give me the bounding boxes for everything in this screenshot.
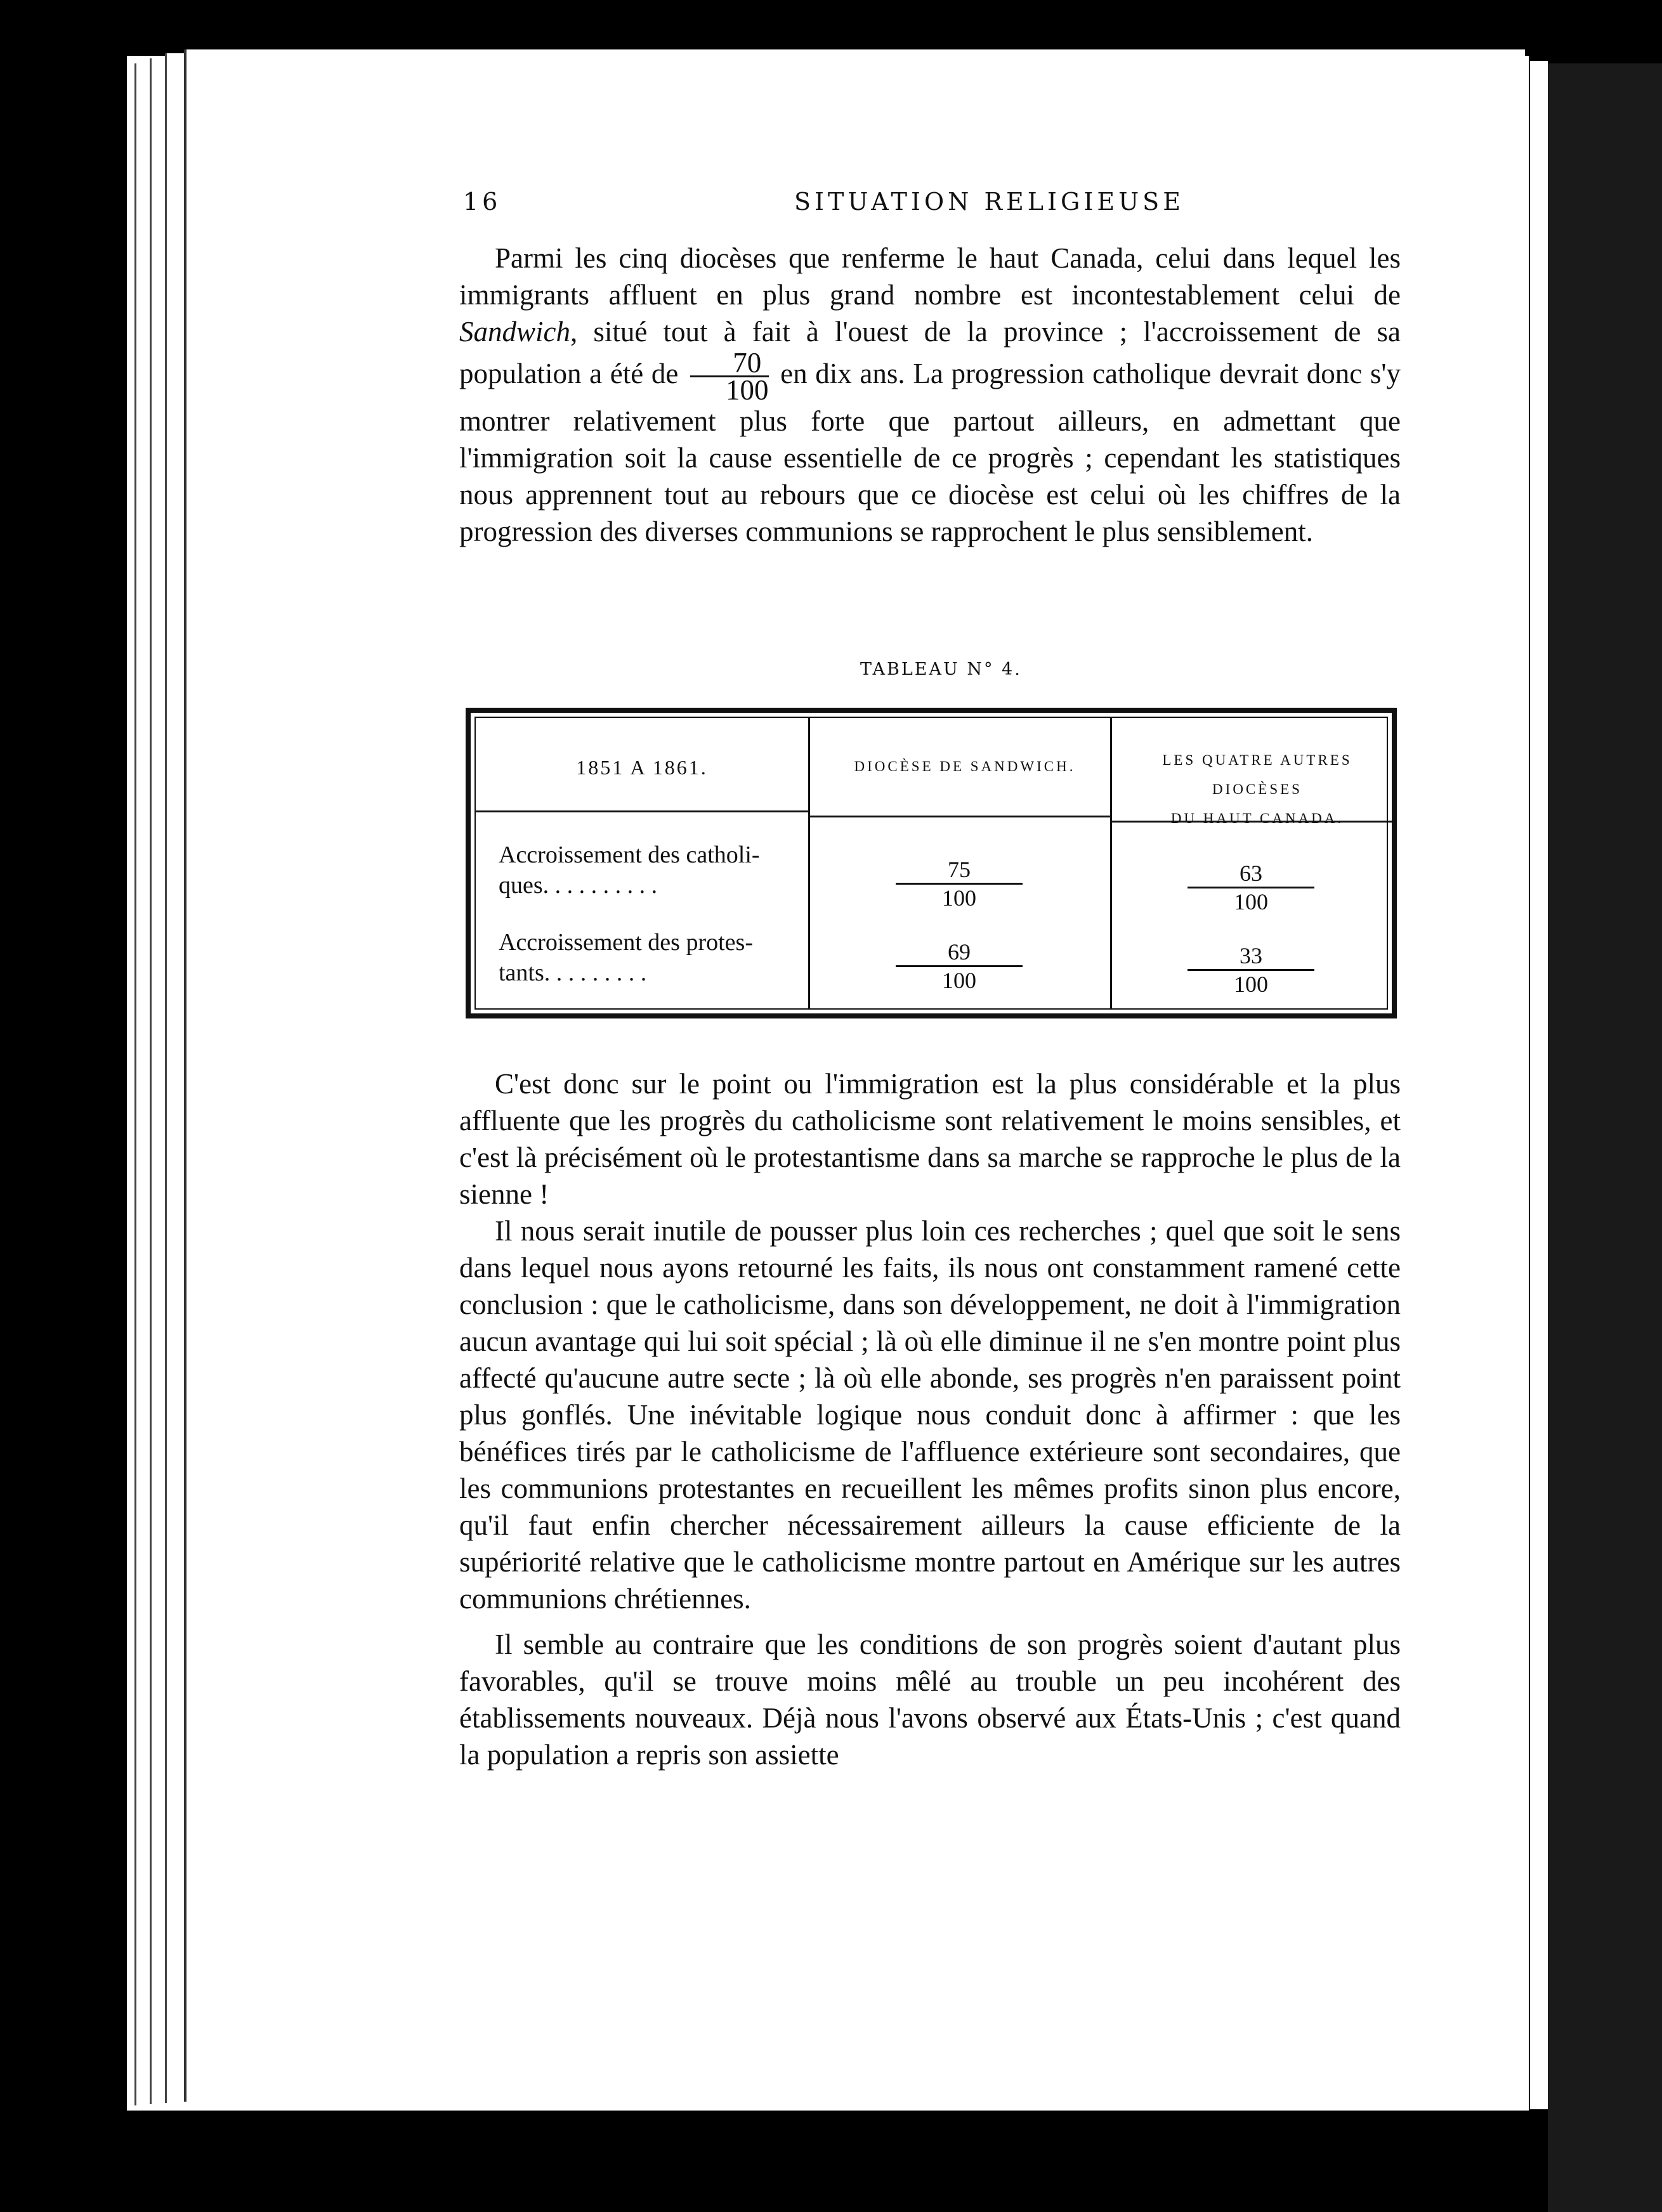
- paragraph-1: [459, 240, 1401, 550]
- header-rule-2: [810, 816, 1110, 817]
- fraction-numerator: 70: [733, 347, 762, 379]
- page-number: 16: [463, 188, 502, 216]
- value-denominator: 100: [1188, 969, 1314, 998]
- column-header-autres-line2: DU HAUT CANADA.: [1170, 810, 1344, 826]
- sandwich-italic: Sandwich: [459, 316, 570, 348]
- value-denominator: 100: [1188, 887, 1314, 915]
- p1-text-a: Parmi les cinq diocèses que renferme le haut Canada, celui dans lequel les immigrants affluent en plus grand nombre est incontestablement celui de: [459, 242, 1401, 311]
- value-sandwich-protestants: [896, 939, 1023, 994]
- paragraph-4: Il semble au contraire que les conditions de son progrès soient d'autant plus favorables, qu'il se trouve moins mêlé au trouble un peu incohérent des établissements nouveaux. Déjà nous l'avons observé aux États-Unis ; c'est quand la population a repris son assiette: [459, 1629, 1401, 1771]
- header-rule-1: [476, 810, 808, 812]
- value-numerator: 69: [948, 939, 971, 965]
- value-denominator: 100: [896, 965, 1023, 994]
- value-sandwich-catholiques: [896, 856, 1023, 911]
- running-title: SITUATION RELIGIEUSE: [794, 188, 1184, 216]
- value-denominator: 100: [896, 883, 1023, 911]
- value-autres-catholiques: [1188, 860, 1314, 915]
- body-text-lower: [459, 1065, 1401, 1773]
- p1-text-b: , situé tout à fait à l'ouest de la province ; l'accroissement de sa population a été de: [459, 316, 1401, 389]
- paragraph-2: C'est donc sur le point ou l'immigration est la plus considérable et la plus affluente que les progrès du catholicisme sont relativement le moins sensibles, et c'est là précisément où le protestantisme dans sa marche se rapproche le plus de la sienne !: [459, 1068, 1401, 1210]
- fraction-denominator: 100: [690, 375, 769, 403]
- column-header-autres-line1: LES QUATRE AUTRES DIOCÈSES: [1162, 752, 1352, 797]
- statistics-table: [466, 708, 1397, 1018]
- row-label-line2: ques. . . . . . . . . .: [499, 872, 658, 899]
- table-inner-frame: [474, 717, 1388, 1010]
- paragraph-3: Il nous serait inutile de pousser plus loin ces recherches ; quel que soit le sens dans lequel nous ayons retourné les faits, ils nous ont constamment ramené cette conclusion : que le catholicisme, dans son développement, ne doit à l'immigration aucun avantage qui lui soit spécial ; là où elle diminue il ne s'en montre point plus affecté qu'aucune autre secte ; là où elle abonde, ses progrès n'en paraissent point plus gonflés. Une inévitable logique nous conduit donc à affirmer : que les bénéfices tirés par le catholicisme de l'affluence extérieure sont secondaires, que les communions protestantes en recueillent les mêmes profits sinon plus encore, qu'il faut enfin chercher nécessairement ailleurs la cause efficiente de la supériorité relative que le catholicisme montre partout en Amérique sur les autres communions chrétiennes.: [459, 1215, 1401, 1615]
- table-row-label-catholiques: [499, 840, 797, 901]
- column-header-period: 1851 A 1861.: [576, 756, 708, 779]
- table-title: TABLEAU N° 4.: [860, 660, 1022, 679]
- row-label-line1: Accroissement des catholi-: [499, 842, 760, 868]
- value-autres-protestants: [1188, 942, 1314, 998]
- row-label-line1: Accroissement des protes-: [499, 929, 753, 956]
- column-divider-1: [808, 718, 810, 1008]
- table-row-label-protestants: [499, 927, 797, 988]
- column-header-autres: [1118, 746, 1397, 833]
- growth-fraction: [690, 347, 769, 406]
- value-numerator: 63: [1240, 861, 1262, 886]
- value-numerator: 75: [948, 857, 971, 882]
- p1-text-c: en dix ans. La progression catholique devrait donc s'y montrer relativement plus forte que partout ailleurs, en admettant que l'immigration soit la cause essentielle de ce progrès ; cependant les statistiques nous apprennent tout au rebours que ce diocèse est celui où les chiffres de la progression des diverses communions se rapprochent le plus sensiblement.: [459, 357, 1401, 547]
- right-dark-strip: [1548, 63, 1662, 2212]
- value-numerator: 33: [1240, 943, 1262, 968]
- row-label-line2: tants. . . . . . . . .: [499, 960, 647, 986]
- right-page-edge: [1530, 61, 1548, 2109]
- column-header-sandwich: DIOCÈSE DE SANDWICH.: [854, 758, 1076, 774]
